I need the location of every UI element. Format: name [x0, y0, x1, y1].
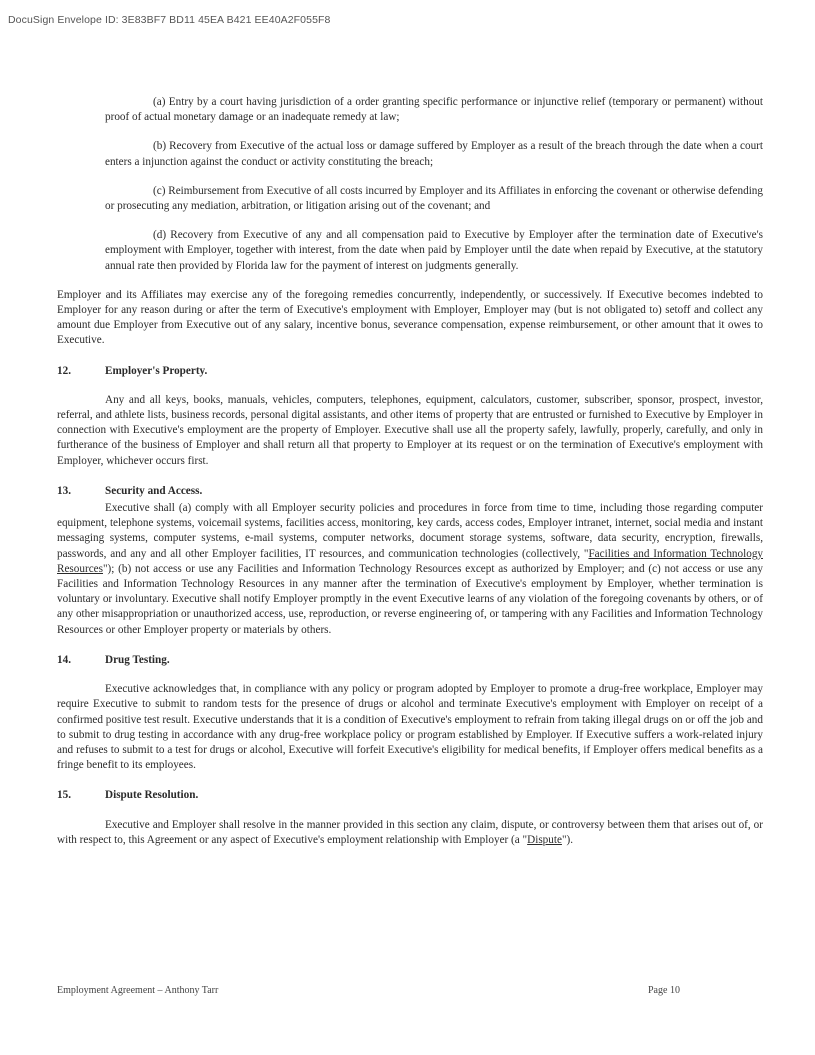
section-15-text-part: Executive and Employer shall resolve in the manner provided in this section any claim, dispute, or controversy between them that arises out of, or with respect to, this Agreement or any aspect of Executive's employment relationship with Employer (a ": [57, 818, 763, 846]
section-title: Employer's Property.: [105, 364, 208, 377]
defined-term: Dispute: [527, 833, 562, 846]
section-12-text: Any and all keys, books, manuals, vehicles, computers, telephones, equipment, calculators, customer, subscriber, sponsor, prospect, investor, referral, and athlete lists, business records, personal digital assistants, and other items of property that are entrusted or furnished to Executive by Employer in connection with Executive's employment are the property of Employer. Executive shall use all the property safely, lawfully, properly, carefully, and only in furtherance of the business of Employer and shall return all that property to Employer at its request or on the termination of Executive's employment with Employer, whichever occurs first.: [57, 393, 763, 467]
section-15-heading: [57, 788, 763, 803]
section-title: Security and Access.: [105, 484, 203, 497]
remedy-a: (a) Entry by a court having jurisdiction of a order granting specific performance or injunctive relief (temporary or permanent) without proof of actual monetary damage or an inadequate remedy at law;: [105, 96, 763, 124]
section-13-text-part: Executive shall (a) comply with all Employer security policies and procedures in force from time to time, including those regarding computer equipment, telephone systems, voicemail systems, facilities access, monitoring, key cards, access codes, Employer intranet, internet, social media and instant messaging systems, computer systems, e-mail systems, computer networks, document storage systems, software, data security, encryption, firewalls, passwords, and any and all other Employer facilities, IT resources, and communication technologies (collectively, ": [57, 502, 763, 560]
section-13-heading: [57, 484, 763, 499]
section-title: Drug Testing.: [105, 653, 170, 666]
section-15-text: [57, 818, 763, 848]
section-14-text: Executive acknowledges that, in compliance with any policy or program adopted by Employer to promote a drug-free workplace, Employer may require Executive to submit to random tests for the presence of drugs or alcohol and terminate Executive's employment with Employer on receipt of a confirmed positive test result. Executive understands that it is a condition of Executive's employment to refrain from taking illegal drugs on or off the job and to submit to drug testing in accordance with any drug-free workplace policy or program established by Employer. If Executive suffers a work-related injury and refuses to submit to a test for drugs or alcohol, Executive will forfeit Executive's eligibility for medical benefits, if Employer offers medical benefits as a fringe benefit to its employees.: [57, 683, 763, 772]
section-15-text-part: ").: [561, 833, 574, 846]
defined-term: Facilities and Information Technology Resources: [57, 547, 764, 575]
footer-page-number: Page 10: [648, 985, 680, 996]
remedies-closing: Employer and its Affiliates may exercise any of the foregoing remedies concurrently, independently, or successively. If Executive becomes indebted to Employer for any reason during or after the term of Executive's employment with Employer, Employer may (but is not obligated to) setoff and collect any amount due Employer from Executive out of any salary, incentive bonus, severance compensation, expense reimbursement, or other amount that it owes to Executive.: [57, 288, 763, 347]
remedy-c: (c) Reimbursement from Executive of all costs incurred by Employer and its Affiliates in enforcing the covenant or otherwise defending or prosecuting any mediation, arbitration, or litigation arising out of the covenant; and: [105, 184, 763, 213]
section-number: 13.: [57, 484, 71, 497]
section-title: Dispute Resolution.: [105, 789, 199, 802]
section-14-heading: [57, 653, 763, 668]
remedy-d: (d) Recovery from Executive of any and all compensation paid to Executive by Employer after the termination date of Executive's employment with Employer, together with interest, from the date when paid by Employer until the date when repaid by Executive, at the statutory annual rate then provided by Florida law for the payment of interest on judgments generally.: [105, 229, 763, 272]
remedy-b: (b) Recovery from Executive of the actual loss or damage suffered by Employer as a result of the breach through the date when a court enters a injunction against the conduct or activity constituting the breach;: [105, 140, 763, 168]
footer-document-title: Employment Agreement – Anthony Tarr: [57, 985, 219, 996]
section-number: 12.: [57, 364, 71, 377]
section-number: 15.: [57, 789, 71, 802]
section-13-text: [57, 501, 763, 638]
document-body: [57, 95, 763, 863]
section-12-heading: [57, 364, 763, 379]
envelope-id: DocuSign Envelope ID: 3E83BF7 BD11 45EA B421 EE40A2F055F8: [8, 14, 331, 26]
section-number: 14.: [57, 653, 71, 666]
section-13-text-part: "); (b) not access or use any Facilities and Information Technology Resources except as authorized by Employer; and (c) not access or use any Facilities and Information Technology Resources in any manner after the termination of Executive's employment by Employer, whether termination is voluntary or involuntary. Executive shall notify Employer promptly in the event Executive learns of any violation of the foregoing covenants by others, or of any other misappropriation or unauthorized access, use, reproduction, or reverse engineering of, or tampering with any Facilities and Information Technology Resources or other Employer property or materials by others.: [57, 562, 763, 636]
